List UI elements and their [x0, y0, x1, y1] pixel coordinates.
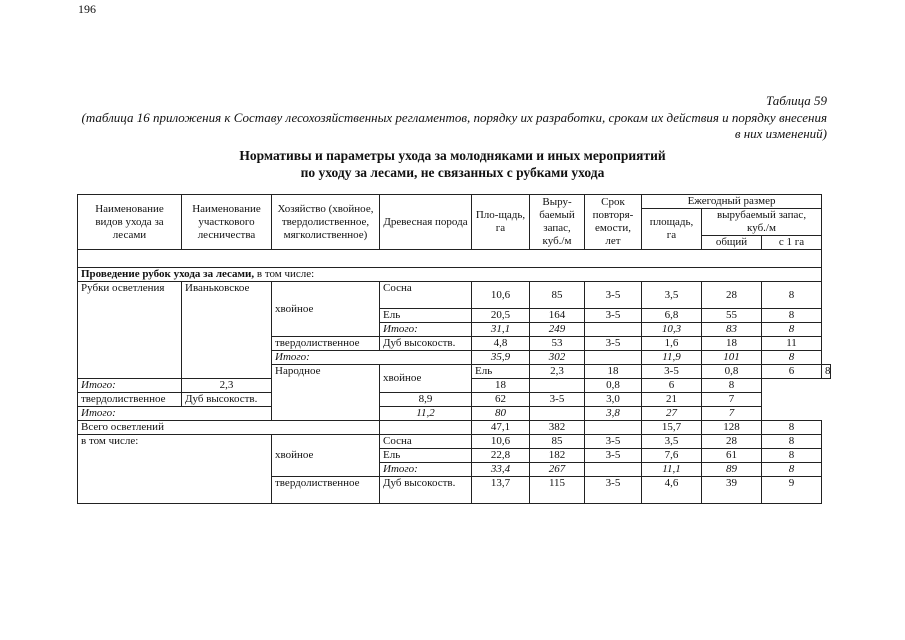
species-cell: Дуб высокоств. [380, 477, 472, 504]
volume-cell: 267 [530, 463, 585, 477]
header-kind: Наименование видов ухода за лесами [78, 195, 182, 250]
species-cell: Дуб высокоств. [182, 393, 272, 407]
area-cell: 47,1 [472, 421, 530, 435]
volume-cell: 164 [530, 309, 585, 323]
annual-per-ha-cell: 7 [702, 393, 762, 407]
volume-cell: 62 [472, 393, 530, 407]
area-cell: 4,8 [472, 337, 530, 351]
economy-hvoynoe: хвойное [272, 435, 380, 477]
annual-per-ha-cell: 11 [762, 337, 822, 351]
annual-per-ha-cell: 8 [702, 379, 762, 393]
annual-area-cell: 6,8 [642, 309, 702, 323]
volume-cell: 182 [530, 449, 585, 463]
annual-per-ha-cell: 9 [762, 477, 822, 504]
section-label-rest: в том числе: [254, 268, 315, 280]
area-cell: 31,1 [472, 323, 530, 337]
term-cell: 3-5 [530, 393, 585, 407]
annual-total-cell: 83 [702, 323, 762, 337]
annual-total-cell: 128 [702, 421, 762, 435]
subtotal-label: Итого: [380, 463, 472, 477]
species-cell: Сосна [380, 282, 472, 309]
annual-area-cell: 10,3 [642, 323, 702, 337]
table-row [78, 393, 831, 407]
economy-tverdolistvennoe: твердолиственное [272, 337, 380, 351]
annual-area-cell: 3,0 [585, 393, 642, 407]
volume-cell: 80 [472, 407, 530, 421]
volume-cell: 115 [530, 477, 585, 504]
header-annual-volume: вырубаемый запас, куб./м [702, 209, 822, 236]
term-cell: 3-5 [585, 435, 642, 449]
annual-total-cell: 55 [702, 309, 762, 323]
area-cell: 33,4 [472, 463, 530, 477]
term-cell [585, 351, 642, 365]
species-cell: Ель [380, 309, 472, 323]
grand-total-label: Всего осветлений [78, 421, 380, 435]
header-area: Пло-щадь, га [472, 195, 530, 250]
volume-cell: 18 [585, 365, 642, 379]
section-label [78, 268, 822, 282]
term-cell: 3-5 [585, 309, 642, 323]
annual-total-cell: 27 [642, 407, 702, 421]
area-cell: 2,3 [530, 365, 585, 379]
economy-hvoynoe: хвойное [380, 365, 472, 393]
annual-per-ha-cell: 8 [822, 365, 831, 379]
table-row [78, 435, 831, 449]
header-volume: Выру-баемый запас, куб./м [530, 195, 585, 250]
economy-tverdolistvennoe: твердолиственное [78, 393, 182, 407]
annual-per-ha-cell: 7 [702, 407, 762, 421]
volume-cell: 382 [530, 421, 585, 435]
header-annual-area: площадь, га [642, 209, 702, 250]
area-cell: 35,9 [472, 351, 530, 365]
annual-total-cell: 89 [702, 463, 762, 477]
term-cell [530, 379, 585, 393]
grand-total-row [78, 421, 831, 435]
economy-hvoynoe: хвойное [272, 282, 380, 337]
area-cell: 2,3 [182, 379, 272, 393]
term-cell [585, 463, 642, 477]
volume-cell: 249 [530, 323, 585, 337]
annual-area-cell: 11,1 [642, 463, 702, 477]
term-cell [585, 421, 642, 435]
area-cell: 8,9 [380, 393, 472, 407]
area-cell: 10,6 [472, 282, 530, 309]
section-label-bold: Проведение рубок ухода за лесами, [81, 268, 255, 280]
annual-total-cell: 6 [642, 379, 702, 393]
term-cell: 3-5 [585, 449, 642, 463]
empty-row [78, 250, 822, 268]
header-term: Срок повторя-емости, лет [585, 195, 642, 250]
species-cell: Ель [380, 449, 472, 463]
annual-area-cell: 15,7 [642, 421, 702, 435]
table-body [78, 250, 831, 504]
volume-cell: 85 [530, 282, 585, 309]
term-cell: 3-5 [585, 282, 642, 309]
forestry-ivankovskoe: Иваньковское [182, 282, 272, 379]
header-forestry: Наименование участкового лесничества [182, 195, 272, 250]
annual-total-cell: 28 [702, 435, 762, 449]
annual-area-cell: 3,8 [585, 407, 642, 421]
annual-per-ha-cell: 8 [762, 282, 822, 309]
table-row [78, 250, 831, 268]
title-line-2: по уходу за лесами, не связанных с рубками ухода [300, 165, 605, 180]
annual-total-cell: 39 [702, 477, 762, 504]
annual-area-cell: 0,8 [585, 379, 642, 393]
term-cell: 3-5 [585, 477, 642, 504]
document-title [78, 147, 827, 181]
subtotal-label: Итого: [78, 379, 182, 393]
volume-cell: 18 [472, 379, 530, 393]
area-cell: 11,2 [380, 407, 472, 421]
annual-area-cell: 4,6 [642, 477, 702, 504]
annual-per-ha-cell: 8 [762, 463, 822, 477]
species-cell [380, 421, 472, 435]
annual-total-cell: 18 [702, 337, 762, 351]
annual-per-ha-cell: 8 [762, 309, 822, 323]
area-cell: 10,6 [472, 435, 530, 449]
annual-area-cell: 0,8 [702, 365, 762, 379]
annual-per-ha-cell: 8 [762, 449, 822, 463]
species-cell: Ель [472, 365, 530, 379]
header-annual-total: общий [702, 236, 762, 250]
annual-area-cell: 11,9 [642, 351, 702, 365]
annual-area-cell: 3,5 [642, 435, 702, 449]
species-cell: Сосна [380, 435, 472, 449]
forestry-total-label: Итого: [78, 407, 272, 421]
forestry-narodnoe: Народное [272, 365, 380, 421]
term-cell: 3-5 [642, 365, 702, 379]
subtotal-label: Итого: [380, 323, 472, 337]
table-header [78, 195, 831, 250]
header-economy: Хозяйство (хвойное, твердолиственное, мягколиственное) [272, 195, 380, 250]
table-row [78, 282, 831, 309]
annual-area-cell: 3,5 [642, 282, 702, 309]
header-species: Древесная порода [380, 195, 472, 250]
term-cell [530, 407, 585, 421]
volume-cell: 53 [530, 337, 585, 351]
header-annual: Ежегодный размер [642, 195, 822, 209]
annual-total-cell: 28 [702, 282, 762, 309]
kind-cell: Рубки осветления [78, 282, 182, 379]
annual-per-ha-cell: 8 [762, 421, 822, 435]
area-cell: 13,7 [472, 477, 530, 504]
annual-area-cell: 1,6 [642, 337, 702, 351]
volume-cell: 85 [530, 435, 585, 449]
forestry-total-label: Итого: [272, 351, 472, 365]
page-number: 196 [78, 2, 96, 16]
annual-total-cell: 101 [702, 351, 762, 365]
annual-total-cell: 61 [702, 449, 762, 463]
including-label: в том числе: [78, 435, 272, 504]
area-cell: 22,8 [472, 449, 530, 463]
volume-cell: 302 [530, 351, 585, 365]
species-cell: Дуб высокоств. [380, 337, 472, 351]
table-row [78, 407, 831, 421]
norms-table [77, 194, 831, 504]
annual-per-ha-cell: 8 [762, 351, 822, 365]
area-cell: 20,5 [472, 309, 530, 323]
economy-tverdolistvennoe: твердолиственное [272, 477, 380, 504]
table-subtitle: (таблица 16 приложения к Составу лесохозяйственных регламентов, порядку их разработки, срокам их действия и порядку внесения в них изменений) [81, 110, 827, 141]
title-line-1: Нормативы и параметры ухода за молодняками и иных мероприятий [239, 148, 666, 163]
term-cell: 3-5 [585, 337, 642, 351]
annual-per-ha-cell: 8 [762, 323, 822, 337]
annual-area-cell: 7,6 [642, 449, 702, 463]
term-cell [585, 323, 642, 337]
header-annual-per-ha: с 1 га [762, 236, 822, 250]
annual-per-ha-cell: 8 [762, 435, 822, 449]
annual-total-cell: 6 [762, 365, 822, 379]
table-caption: Таблица 59 [765, 93, 827, 108]
section-row [78, 268, 831, 282]
annual-total-cell: 21 [642, 393, 702, 407]
